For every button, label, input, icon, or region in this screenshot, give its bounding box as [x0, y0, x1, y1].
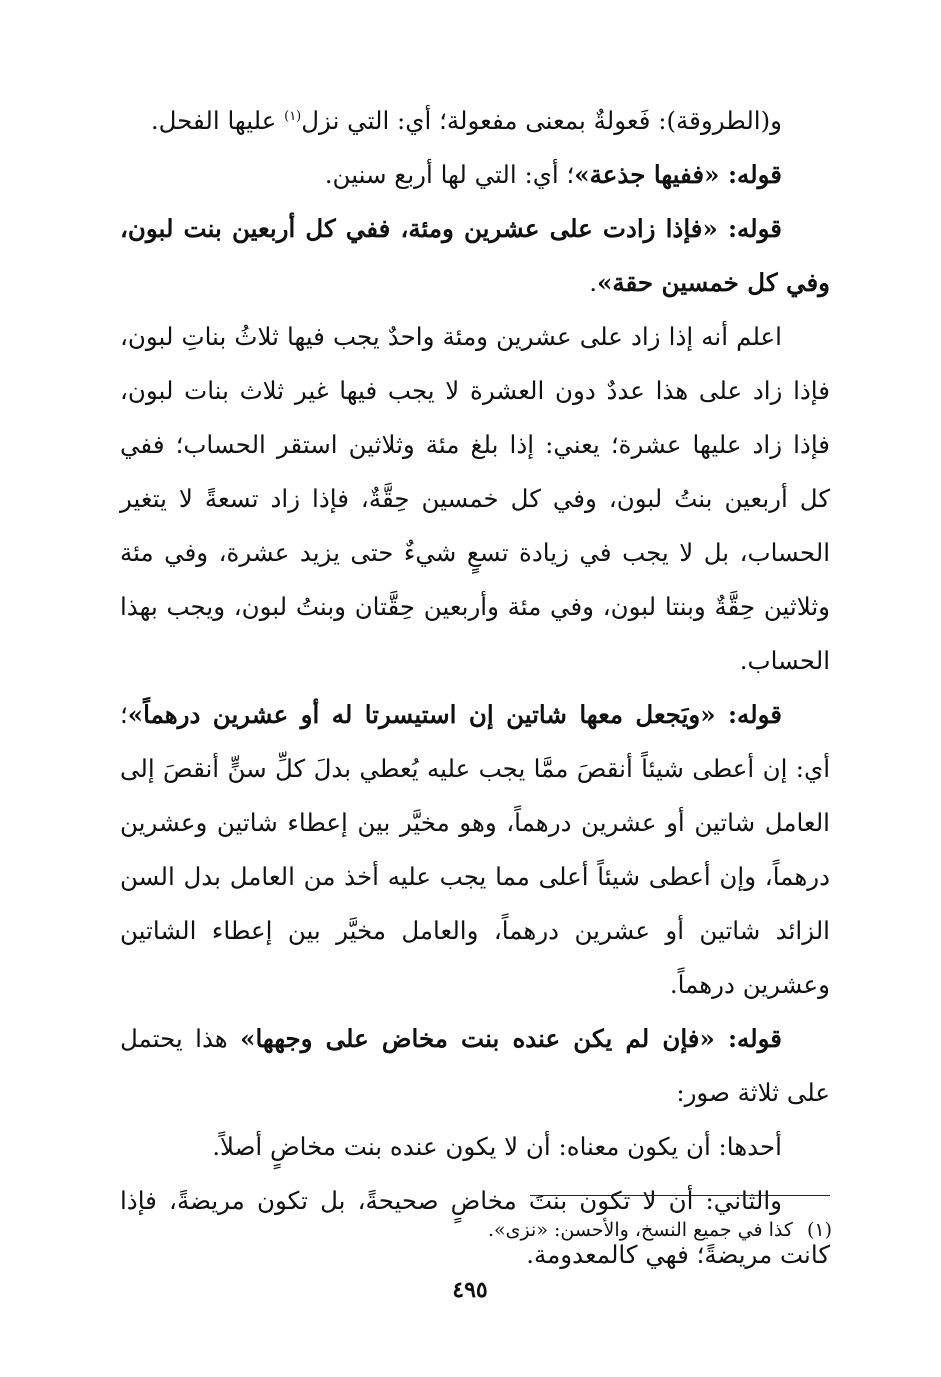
paragraph-text: والثاني: أن لا تكون بنتَ مخاضٍ صحيحةً، بل تكون مريضةً، فإذا كانت مريضةً؛ فهي كالمعدومة.: [120, 1186, 830, 1269]
qawluhu-label: قوله:: [715, 700, 783, 729]
paragraph-zadat: [120, 202, 830, 310]
paragraph-text: و(الطروقة): فَعولةٌ بمعنى مفعولة؛ أي: التي نزل: [301, 106, 782, 135]
paragraph-text: اعلم أنه إذا زاد على عشرين ومئة واحدٌ يجب فيها ثلاثُ بناتِ لبون، فإذا زاد على هذا عددٌ دون العشرة لا يجب فيها غير ثلاث بنات لبون، فإذا زاد عليها عشرة؛ يعني: إذا بلغ مئة وثلاثين استقر الحساب؛ ففي كل أربعين بنتُ لبون، وفي كل خمسين حِقَّةٌ، فإذا زاد تسعةً لا يتغير الحساب، بل لا يجب في زيادة تسعٍ شيءٌ حتى يزيد عشرة، وفي مئة وثلاثين حِقَّةٌ وبنتا لبون، وفي مئة وأربعين حِقَّتان وبنتُ لبون، ويجب بهذا الحساب.: [120, 322, 830, 675]
qawluhu-label: قوله:: [717, 214, 782, 243]
paragraph-text: ؛ أي: التي لها أربع سنين.: [324, 160, 575, 189]
paragraph-text: هذا يحتمل على ثلاثة صور:: [120, 1024, 830, 1107]
paragraph-shatayn: [120, 688, 830, 1012]
page-number: ٤٩٥: [452, 1277, 488, 1303]
quoted-text: «ويَجعل معها شاتين إن استيسرتا له أو عشرين درهماً»: [127, 700, 716, 729]
quoted-text: «ففيها جذعة»: [574, 160, 720, 189]
paragraph-text: .: [589, 268, 598, 297]
footnote-number: (١): [806, 1219, 832, 1241]
paragraph-first-case: [120, 1120, 830, 1174]
footnote-separator: [530, 1195, 830, 1196]
paragraph-text: أحدها: أن يكون معناه: أن لا يكون عنده بنت مخاضٍ أصلاً.: [212, 1132, 782, 1161]
paragraph-makhad: [120, 1012, 830, 1120]
qawluhu-label: قوله:: [714, 1024, 782, 1053]
footnote-marker: (١): [284, 108, 302, 124]
footnote-text: كذا في جميع النسخ، والأحسن: «نزى».: [488, 1219, 793, 1241]
quoted-text: «فإذا زادت على عشرين ومئة، ففي كل أربعين بنت لبون، وفي كل خمسين حقة»: [120, 214, 830, 297]
quoted-text: «فإن لم يكن عنده بنت مخاض على وجهها»: [240, 1024, 715, 1053]
paragraph-taruqa: [120, 94, 830, 148]
paragraph-explanation: [120, 310, 830, 688]
paragraph-jadha: [120, 148, 830, 202]
footnote: [120, 1210, 832, 1250]
paragraph-text-after: عليها الفحل.: [150, 106, 285, 135]
main-text: [120, 94, 830, 1282]
paragraph-text: ؛ أي: إن أعطى شيئاً أنقصَ ممَّا يجب عليه يُعطي بدلَ كلِّ سنٍّ أنقصَ إلى العامل شاتين أو عشرين درهماً، وهو مخيَّر بين إعطاء شاتين وعشرين درهماً، وإن أعطى شيئاً أعلى مما يجب عليه أخذ من العامل بدل السن الزائد شاتين أو عشرين درهماً، والعامل مخيَّر بين إعطاء الشاتين وعشرين درهماً.: [120, 700, 830, 999]
qawluhu-label: قوله:: [719, 160, 782, 189]
